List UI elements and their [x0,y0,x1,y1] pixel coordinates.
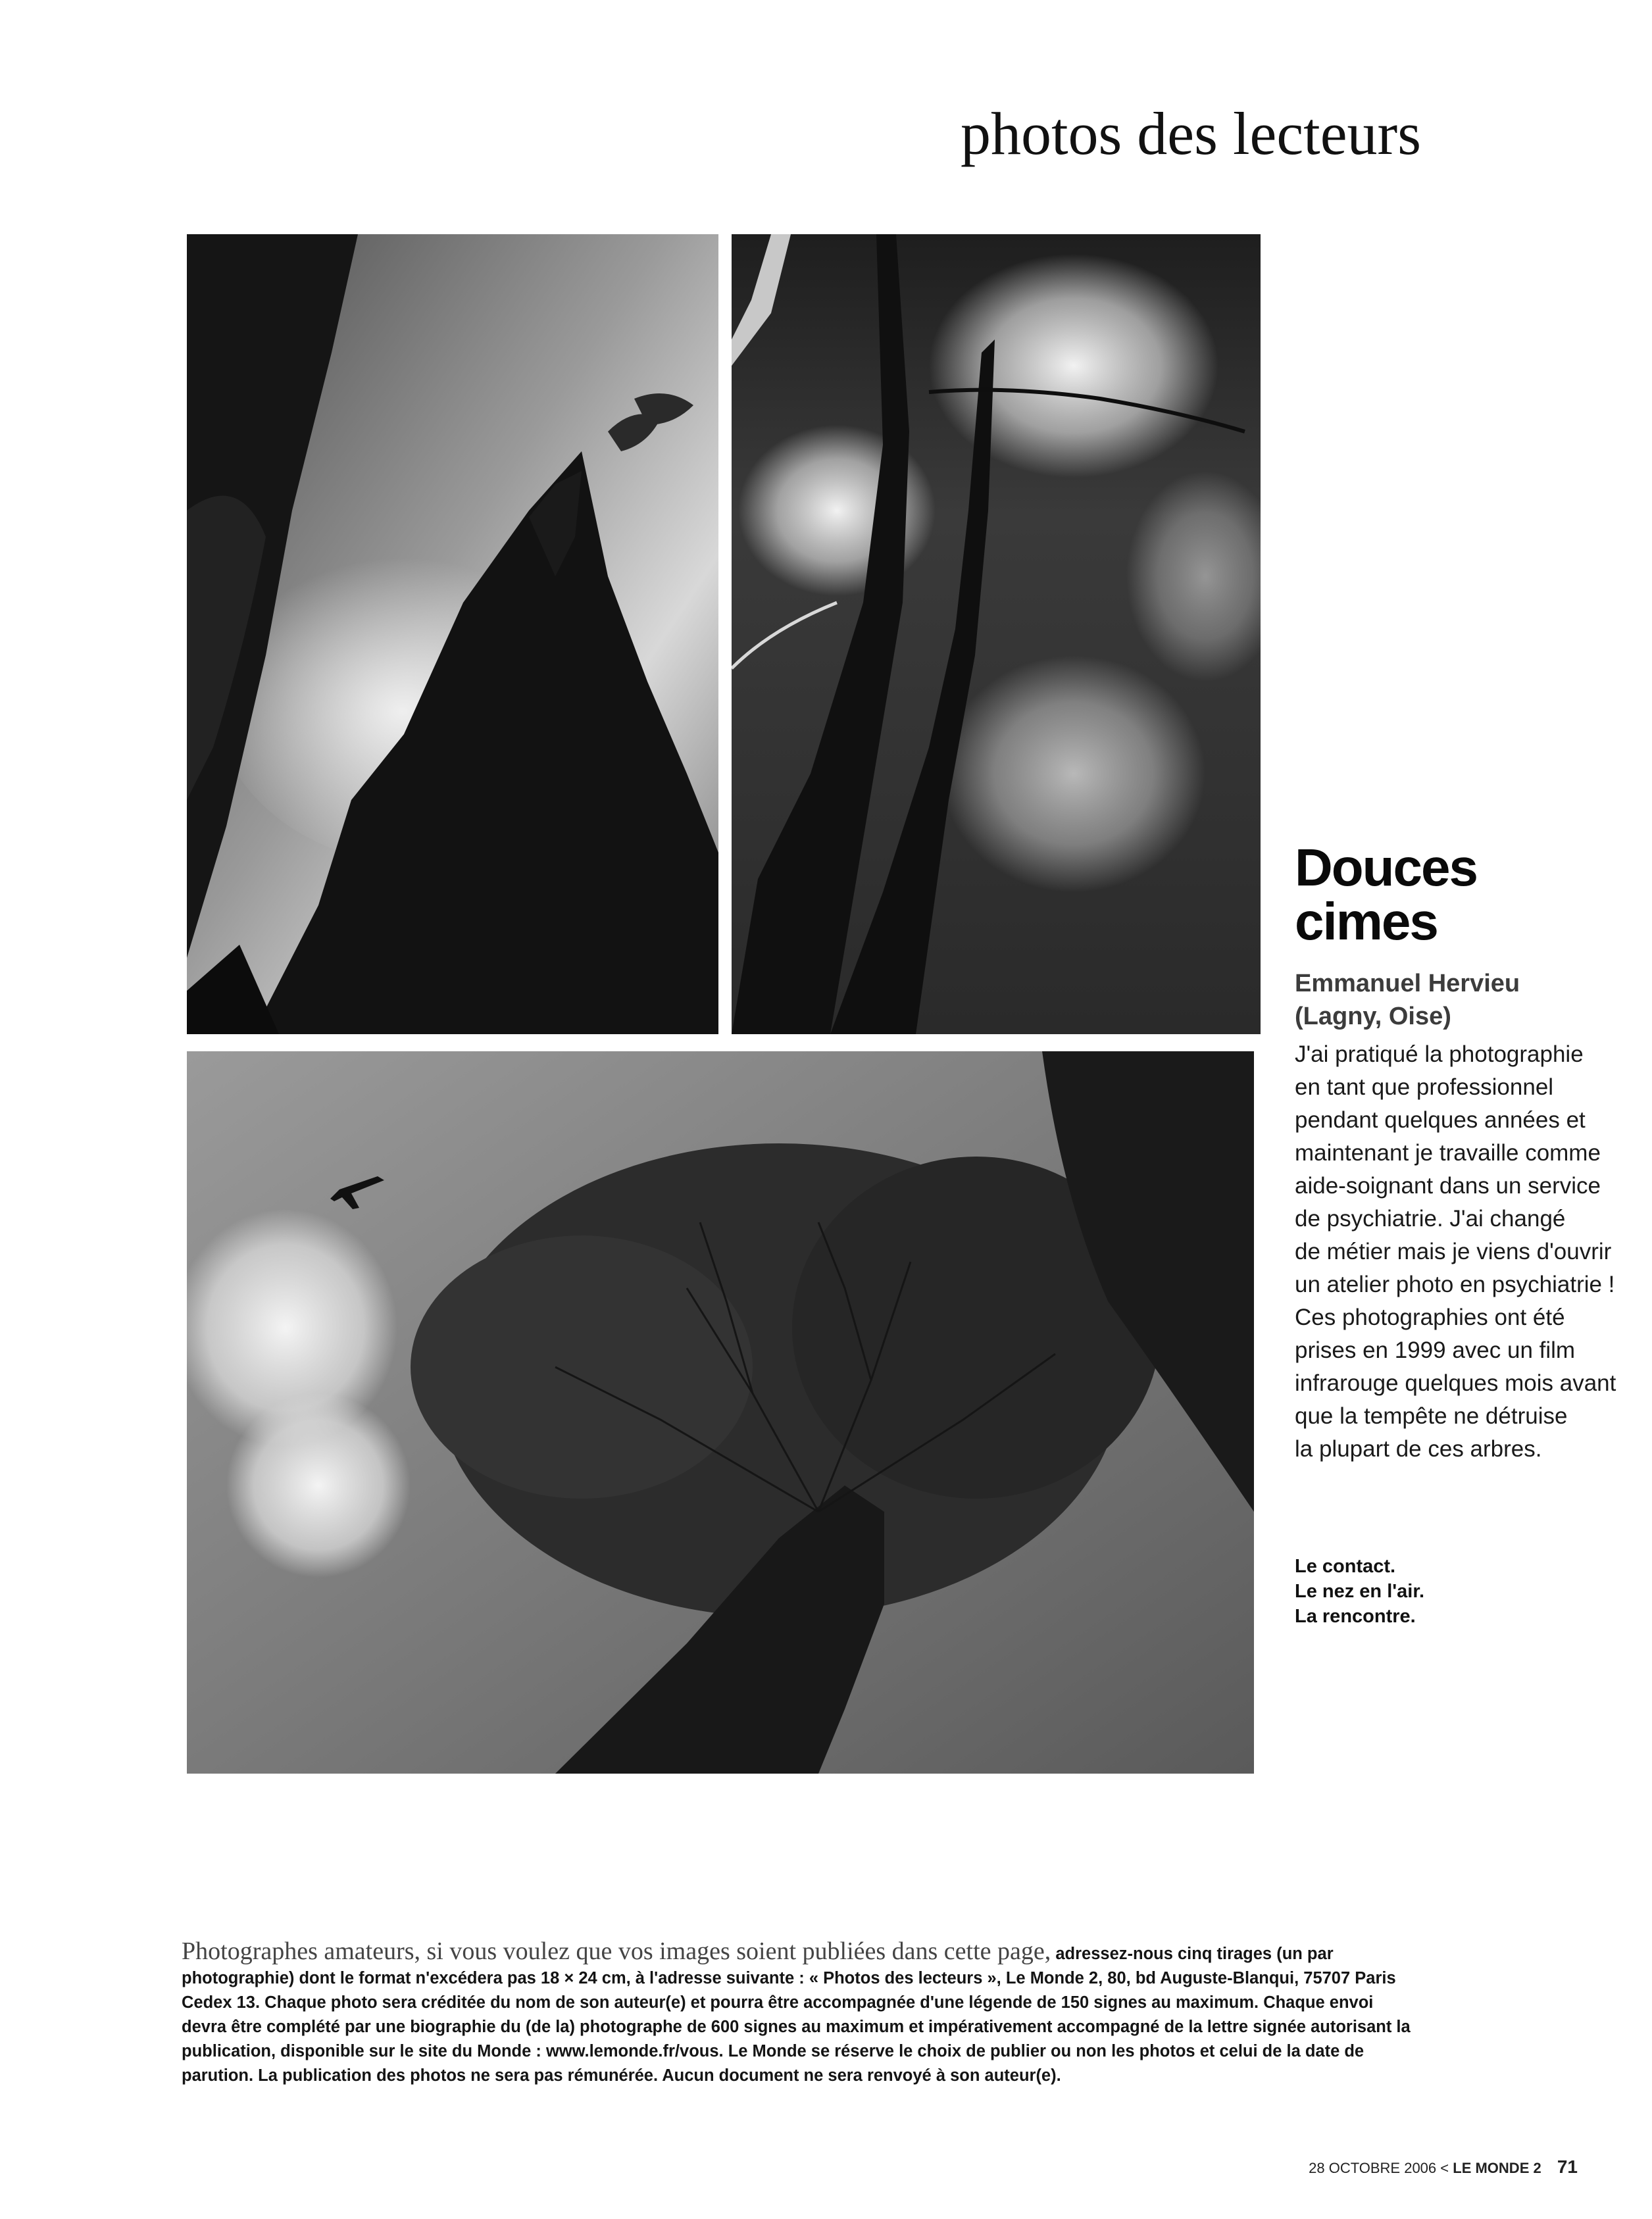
body-line: que la tempête ne détruise [1295,1403,1568,1429]
pull-quote-line: Le nez en l'air. [1295,1581,1425,1602]
article-title [1295,838,1584,951]
author-location: (Lagny, Oise) [1295,1003,1451,1030]
body-line: en tant que professionnel [1295,1074,1554,1100]
footer-publication: LE MONDE 2 [1453,2160,1541,2176]
body-line: un atelier photo en psychiatrie ! [1295,1272,1615,1297]
author-name: Emmanuel Hervieu [1295,970,1520,997]
photo-birch-treetops [732,234,1261,1034]
pull-quote [1295,1554,1571,1629]
body-line: pendant quelques années et [1295,1107,1586,1133]
submission-text: adressez-nous cinq tirages (un par photographie) dont le format n'excédera pas 18 × 24 cm, à l'adresse suivante : « Photos des lecteurs », Le Monde 2, 80, bd Auguste-Blanqui, 75707 Paris Cedex 13. Chaque photo sera créditée du nom de son auteur(e) et pourra être accompagnée d'une légende de 150 signes au maximum. Chaque envoi devra être complété par une biographie du (de la) photographe de 600 signes au maximum et impérativement accompagné de la lettre signée autorisant la publication, disponible sur le site du Monde : www.lemonde.fr/vous. Le Monde se réserve le choix de publier ou non les photos et celui de la date de parution. La publication des photos ne sera pas rémunérée. Aucun document ne sera renvoyé à son auteur(e). [182,1945,1411,2085]
body-line: la plupart de ces arbres. [1295,1436,1542,1462]
submission-lead: Photographes amateurs, si vous voulez que vos images soient publiées dans cette page, [182,1937,1051,1965]
photo-conifers [187,234,718,1034]
article-body [1295,1038,1616,1466]
page-footer [1301,2157,1578,2178]
body-line: maintenant je travaille comme [1295,1140,1601,1166]
photo-conifers-image [187,234,718,1034]
author-byline [1295,967,1597,1033]
section-title: photos des lecteurs [960,100,1421,167]
body-line: Ces photographies ont été [1295,1305,1565,1330]
body-line: de métier mais je viens d'ouvrir [1295,1239,1612,1264]
body-line: aide-soignant dans un service [1295,1173,1601,1199]
submission-notice [182,1939,1418,2088]
photo-tree-canopy-airplane [187,1051,1254,1774]
body-line: infrarouge quelques mois avant [1295,1370,1616,1396]
body-line: J'ai pratiqué la photographie [1295,1041,1584,1067]
pull-quote-line: La rencontre. [1295,1606,1416,1627]
photo-birch-treetops-image [732,234,1261,1034]
pull-quote-line: Le contact. [1295,1556,1396,1577]
photo-tree-canopy-airplane-image [187,1051,1254,1774]
page-number: 71 [1557,2157,1578,2177]
body-line: prises en 1999 avec un film [1295,1337,1576,1363]
footer-date: 28 OCTOBRE 2006 < [1309,2160,1449,2176]
article-title-line-2: cimes [1295,892,1438,951]
article-title-line-1: Douces [1295,838,1477,897]
body-line: de psychiatrie. J'ai changé [1295,1206,1566,1232]
